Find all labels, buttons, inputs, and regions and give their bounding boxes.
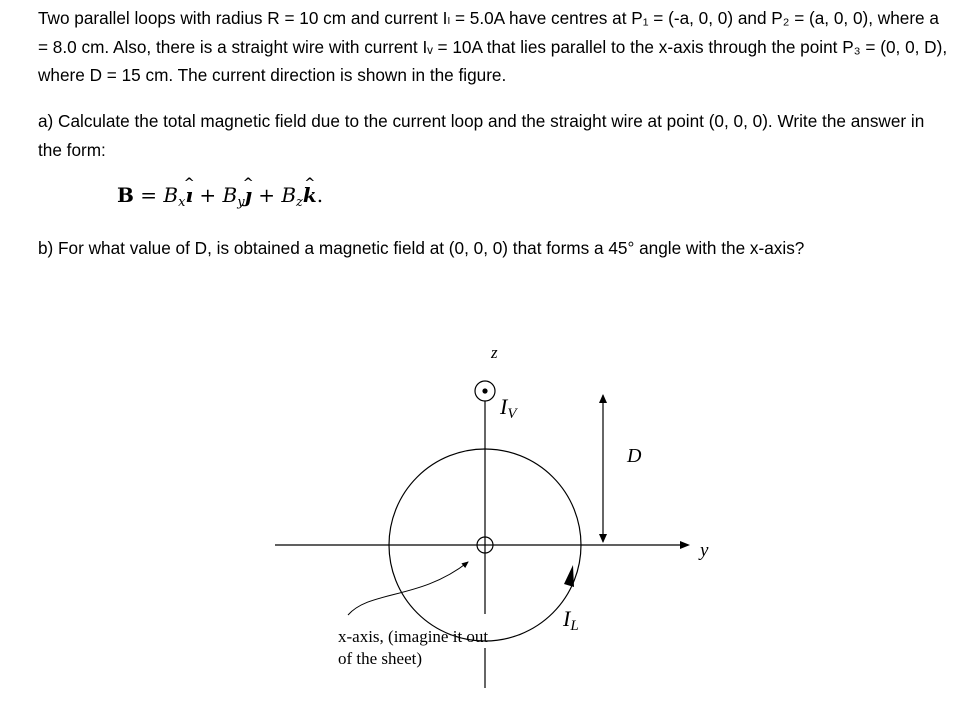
x-axis-pointer-arrow xyxy=(348,562,468,615)
y-axis-label: y xyxy=(700,540,709,561)
wire-current-label xyxy=(499,394,518,422)
loop-current-label xyxy=(562,606,579,634)
unit-j-hat: ȷ ^ xyxy=(245,180,252,210)
x-axis-note-line-1: x-axis, (imagine it out xyxy=(338,627,489,646)
wire-current-sub: V xyxy=(507,406,517,422)
formula-plus-2: + xyxy=(251,183,282,207)
formula-sub-z: z xyxy=(296,195,303,210)
formula-bx: B xyxy=(163,183,179,207)
formula-lhs: B xyxy=(117,183,134,207)
y-axis-arrowhead xyxy=(680,541,690,549)
formula-equals: = xyxy=(133,183,164,207)
x-axis-note-line-2: of the sheet) xyxy=(338,649,423,668)
formula-sub-y: y xyxy=(237,195,245,210)
problem-intro: Two parallel loops with radius R = 10 cm and current Iₗ = 5.0A have centres at P₁ = (-a, 0, 0) and P₂ = (a, 0, 0), where a = 8.0 cm. Also, there is a straight wire with current Iᵥ = 10A that lies parallel to the x-axis through the point P₃ = (0, 0, D), where D = 15 cm. The current direction is shown in the figure. xyxy=(38,8,948,85)
distance-d-arrow-top xyxy=(599,394,607,403)
formula-by: B xyxy=(222,183,238,207)
formula-sub-x: x xyxy=(178,195,186,210)
wire-dot xyxy=(482,388,487,393)
distance-d-arrow-bottom xyxy=(599,534,607,543)
formula-bz: B xyxy=(281,183,297,207)
distance-d-label: D xyxy=(627,445,642,467)
unit-k-hat: k ^ xyxy=(303,180,317,210)
loop-current-main: I xyxy=(563,606,571,631)
unit-i-hat: ı ^ xyxy=(185,180,193,210)
part-a-question: a) Calculate the total magnetic field due to the current loop and the straight wire at point (0, 0, 0). Write the answer in the form: xyxy=(38,111,925,160)
loop-current-arrowhead xyxy=(564,565,574,587)
formula-plus-1: + xyxy=(193,183,223,207)
part-b-question: b) For what value of D, is obtained a magnetic field at (0, 0, 0) that forms a 45° angle with the x-axis? xyxy=(38,238,805,258)
loop-current-sub: L xyxy=(570,618,579,634)
z-axis-label: z xyxy=(491,343,498,362)
wire-current-main: I xyxy=(500,394,508,419)
formula-period: . xyxy=(316,183,324,207)
